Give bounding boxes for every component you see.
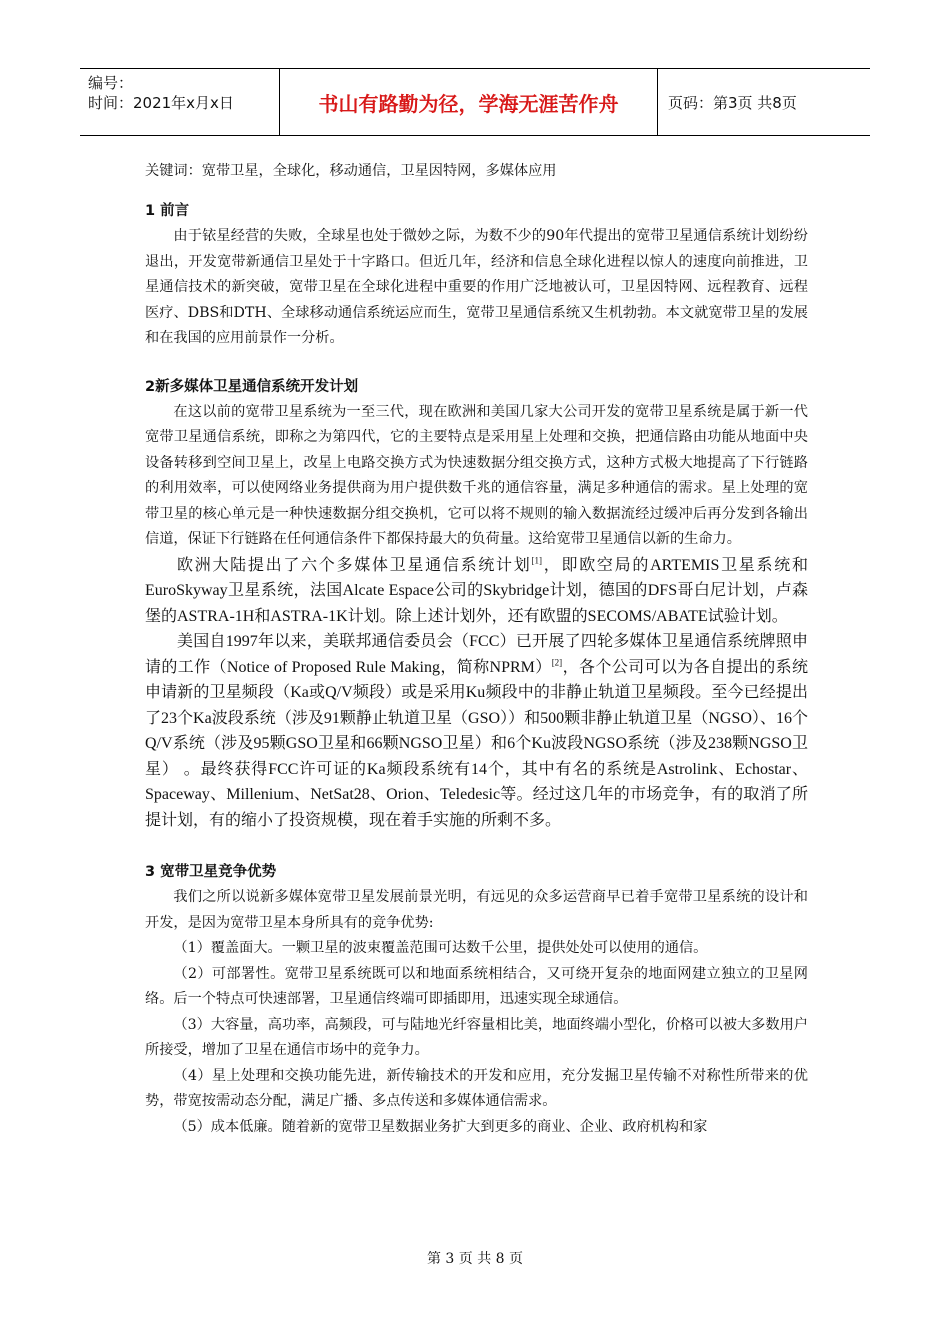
header-motto: 书山有路勤为径，学海无涯苦作舟 bbox=[280, 69, 658, 135]
paragraph-text: ，各个公司可以为各自提出的系统申请新的卫星频段（Ka或Q/V频段）或是采用Ku频段中的非静止轨道卫星频段。至今已经提出了23个Ka波段系统（涉及91颗静止轨道卫星（GSO））和500颗非静止轨道卫星（NGSO）、16个Q/V系统（涉及95颗GSO卫星和66颗NGSO卫星）和6个Ku波段NGSO系统（涉及238颗NGSO卫星） 。最终获得FCC许可证的Ka频段系统有14个，其中有名的系统是Astrolink、Echostar、Spaceway、Millenium、NetSat28、Orion、Teledesic等。经过这几年的市场竞争，有的取消了所提计划，有的缩小了投资规模，现在着手实施的所剩不多。 bbox=[145, 658, 808, 829]
list-item: （2）可部署性。宽带卫星系统既可以和地面系统相结合，又可绕开复杂的地面网建立独立的卫星网络。后一个特点可快速部署，卫星通信终端可即插即用，迅速实现全球通信。 bbox=[145, 965, 808, 1007]
section-heading-2: 2新多媒体卫星通信系统开发计划 bbox=[145, 378, 359, 395]
list-item: （3）大容量，高功率，高频段，可与陆地光纤容量相比美，地面终端小型化，价格可以被大多数用户所接受，增加了卫星在通信市场中的竞争力。 bbox=[145, 1016, 808, 1058]
paragraph-text: ，即欧空局的ARTEMIS卫星系统和EuroSkyway卫星系统，法国Alcate Espace公司的Skybridge计划，德国的DFS哥白尼计划，卢森堡的ASTRA-1H和ASTRA-1K计划。除上述计划外，还有欧盟的SECOMS/ABATE试验计划。 bbox=[145, 556, 808, 625]
paragraph: 在这以前的宽带卫星系统为一至三代，现在欧洲和美国几家大公司开发的宽带卫星系统是属于新一代宽带卫星通信系统，即称之为第四代，它的主要特点是采用星上处理和交换，把通信路由功能从地面中央设备转移到空间卫星上，改星上电路交换方式为快速数据分组交换方式，这种方式极大地提高了下行链路的利用效率，可以使网络业务提供商为用户提供数千兆的通信容量，满足多种通信的需求。星上处理的宽带卫星的核心单元是一种快速数据分组交换机，它可以将不规则的输入数据流经过缓冲后再分发到各输出信道，保证下行链路在任何通信条件下都保持最大的负荷量。这给宽带卫星通信以新的生命力。 bbox=[145, 403, 808, 547]
section-heading-1: 1 前言 bbox=[145, 203, 190, 219]
section-heading-3: 3 宽带卫星竞争优势 bbox=[145, 864, 277, 880]
paragraph: 我们之所以说新多媒体宽带卫星发展前景光明，有远见的众多运营商早已着手宽带卫星系统的设计和开发，是因为宽带卫星本身所具有的竞争优势: bbox=[145, 889, 808, 931]
citation-ref: [2] bbox=[551, 657, 563, 668]
header-page-info: 页码：第3页 共8页 bbox=[668, 93, 797, 112]
paragraph-text: 欧洲大陆提出了六个多媒体卫星通信系统计划 bbox=[177, 556, 532, 574]
header-meta bbox=[80, 69, 280, 135]
paragraph: 由于铱星经营的失败，全球星也处于微妙之际，为数不少的90年代提出的宽带卫星通信系统计划纷纷退出，开发宽带新通信卫星处于十字路口。但近几年，经济和信息全球化进程以惊人的速度向前推进，卫星通信技术的新突破，宽带卫星在全球化进程中重要的作用广泛地被认可，卫星因特网、远程教育、远程医疗、DBS和DTH、全球移动通信系统运应而生，宽带卫星通信系统又生机勃勃。本文就宽带卫星的发展和在我国的应用前景作一分析。 bbox=[145, 228, 808, 346]
list-item: （1）覆盖面大。一颗卫星的波束覆盖范围可达数千公里，提供处处可以使用的通信。 bbox=[173, 940, 708, 956]
page-header bbox=[80, 68, 870, 136]
citation-ref: [1] bbox=[531, 555, 543, 566]
page-footer: 第 3 页 共 8 页 bbox=[426, 1251, 524, 1267]
paragraph-text: 美国自1997年以来，美联邦通信委员会（FCC）已开展了四轮多媒体卫星通信系统牌照申请的工作（Notice of Proposed Rule Making，简称NPRM） bbox=[145, 633, 808, 676]
date-label: 时间：2021年x月x日 bbox=[88, 94, 234, 112]
list-item: （5）成本低廉。随着新的宽带卫星数据业务扩大到更多的商业、企业、政府机构和家 bbox=[173, 1118, 708, 1135]
paragraph bbox=[145, 629, 808, 833]
document-body bbox=[145, 158, 808, 1140]
number-label: 编号： bbox=[88, 74, 134, 92]
list-item: （4）星上处理和交换功能先进，新传输技术的开发和应用，充分发掘卫星传输不对称性所带来的优势，带宽按需动态分配，满足广播、多点传送和多媒体通信需求。 bbox=[145, 1067, 808, 1109]
paragraph bbox=[145, 553, 808, 630]
keywords: 关键词：宽带卫星，全球化，移动通信，卫星因特网，多媒体应用 bbox=[145, 163, 557, 179]
